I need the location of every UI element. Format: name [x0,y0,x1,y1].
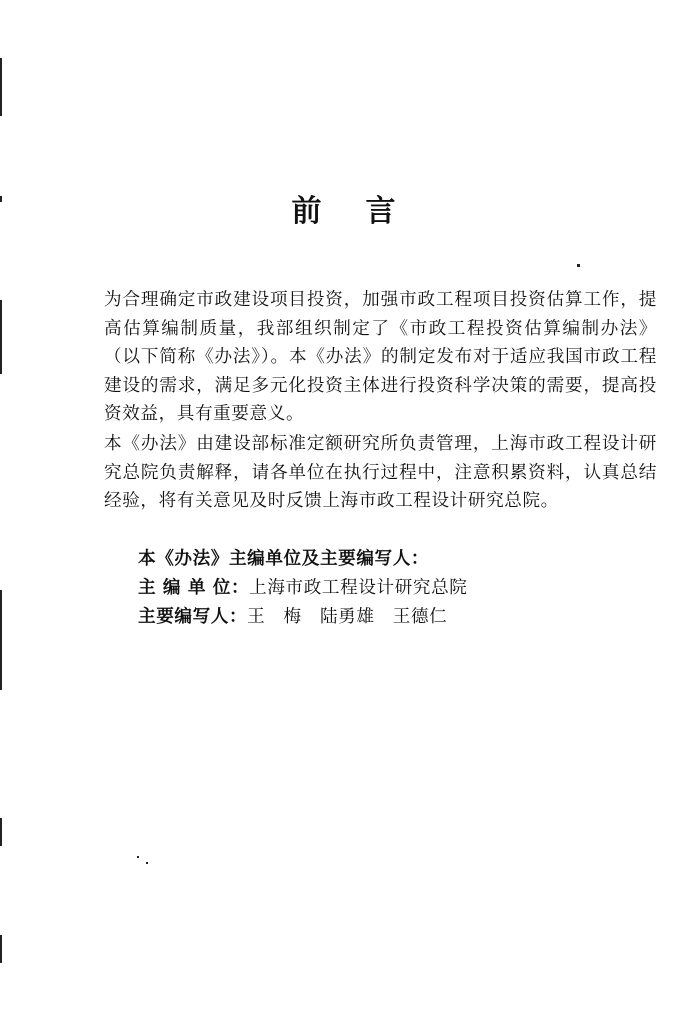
scan-edge-mark-2 [0,196,2,202]
scan-dot-3 [146,862,148,864]
scan-edge-mark-3 [0,300,2,374]
title-char-2: 言 [365,194,396,229]
authors-line [138,603,447,628]
paragraph-2: 本《办法》由建设部标准定额研究所负责管理，上海市政工程设计研究总院负责解释，请各单位在执行过程中，注意积累资料，认真总结经验，将有关意见及时反馈上海市政工程设计研究总院。 [104,434,657,512]
title-char-1: 前 [291,194,322,229]
scan-edge-mark-4 [0,590,2,690]
scan-edge-mark-5 [0,818,2,846]
editors-heading: 本《办法》主编单位及主要编写人： [138,548,430,569]
scan-edge-mark-6 [0,935,2,963]
chief-unit-label: 主 编 单 位： [138,577,250,598]
paragraph-1: 为合理确定市政建设项目投资，加强市政工程项目投资估算工作，提高估算编制质量，我部组织制定了《市政工程投资估算编制办法》（以下简称《办法》）。本《办法》的制定发布对于适应我国市政工程建设的需求，满足多元化投资主体进行投资科学决策的需要，提高投资效益，具有重要意义。 [104,290,657,425]
scan-edge-mark-1 [0,58,2,116]
scan-dot-2 [137,856,139,858]
chief-unit-value: 上海市政工程设计研究总院 [249,578,468,598]
page-title [0,186,687,230]
scan-dot-1 [577,264,580,267]
authors-label: 主要编写人： [138,606,248,627]
chief-unit-line [138,574,467,599]
authors-value: 王 梅 陆勇雄 王德仁 [247,607,448,627]
